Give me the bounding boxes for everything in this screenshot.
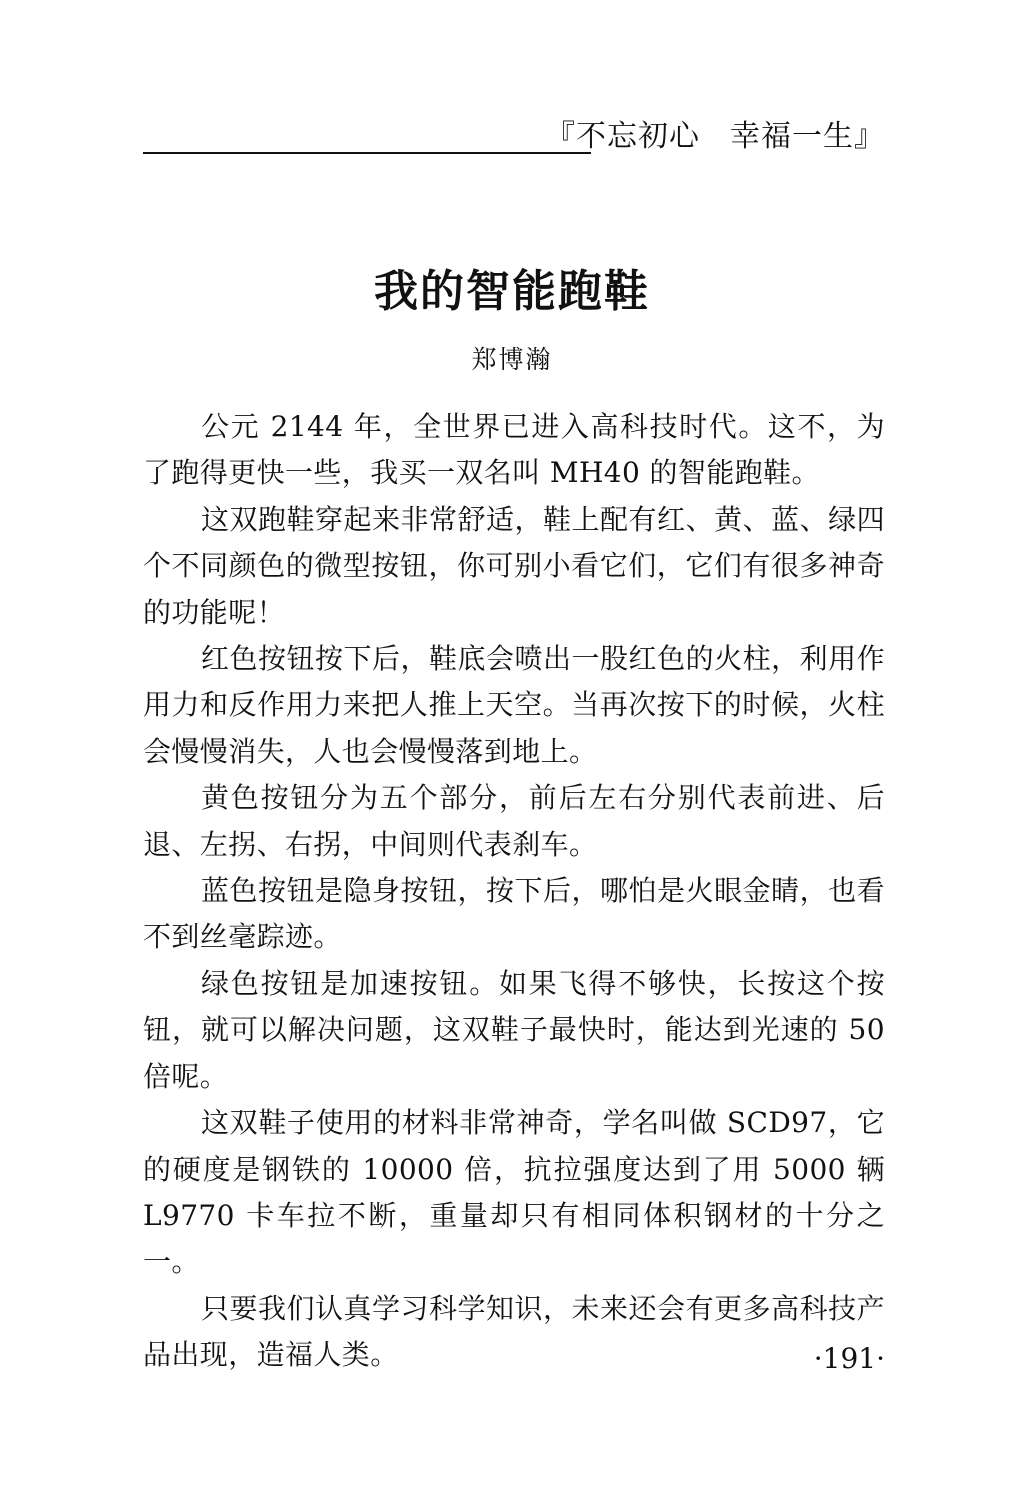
article-body [143,404,885,1379]
paragraph-4: 黄色按钮分为五个部分，前后左右分别代表前进、后退、左拐、右拐，中间则代表刹车。 [143,781,885,861]
header-rule [143,152,591,154]
header-title [545,118,885,156]
header-part1: 不忘初心 [576,119,700,154]
paragraph-5: 蓝色按钮是隐身按钮，按下后，哪怕是火眼金睛，也看不到丝毫踪迹。 [143,874,885,954]
paragraph-6: 绿色按钮是加速按钮。如果飞得不够快，长按这个按钮，就可以解决问题，这双鞋子最快时，能达到光速的 50 倍呢。 [143,966,885,1093]
paragraph-8: 只要我们认真学习科学知识，未来还会有更多高科技产品出现，造福人类。 [143,1291,885,1372]
article-author: 郑博瀚 [471,345,553,374]
header-close-bracket: 』 [854,119,885,154]
page-number: ·191· [813,1342,885,1375]
header-part2: 幸福一生 [730,119,854,154]
header-open-bracket: 『 [545,119,576,154]
paragraph-3: 红色按钮按下后，鞋底会喷出一股红色的火柱，利用作用力和反作用力来把人推上天空。当再次按下的时候，火柱会慢慢消失，人也会慢慢落到地上。 [143,642,885,768]
running-header [143,118,885,158]
paragraph-7: 这双鞋子使用的材料非常神奇，学名叫做 SCD97，它的硬度是钢铁的 10000 倍，抗拉强度达到了用 5000 辆 L9770 卡车拉不断，重量却只有相同体积钢材的十分之一。 [143,1106,885,1279]
article-title: 我的智能跑鞋 [374,266,650,317]
paragraph-1: 公元 2144 年，全世界已进入高科技时代。这不，为了跑得更快一些，我买一双名叫 MH40 的智能跑鞋。 [143,410,885,490]
paragraph-2: 这双跑鞋穿起来非常舒适，鞋上配有红、黄、蓝、绿四个不同颜色的微型按钮，你可别小看它们，它们有很多神奇的功能呢！ [143,502,885,629]
